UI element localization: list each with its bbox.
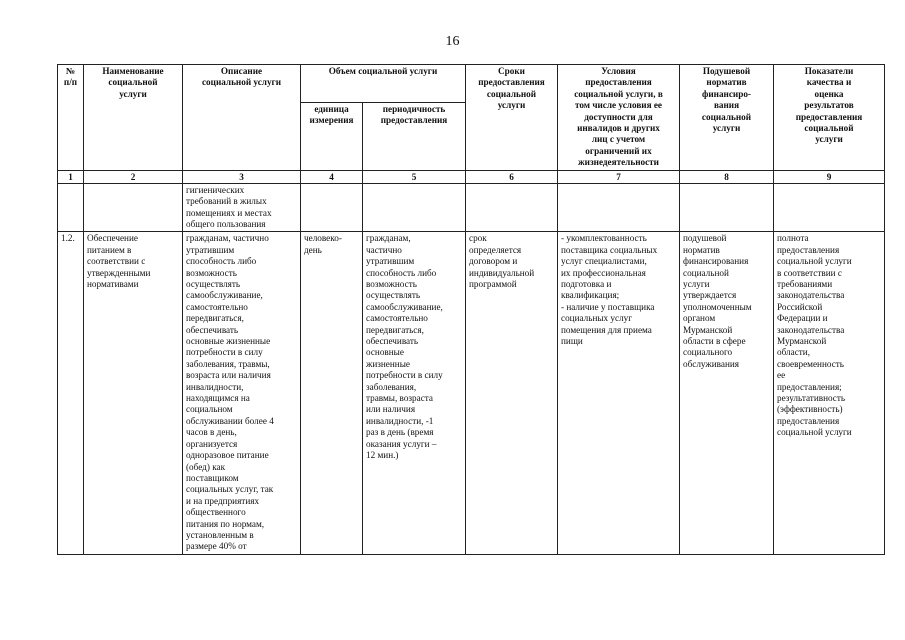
text-line: предоставления [795, 111, 863, 122]
header-terms [466, 65, 558, 171]
text-line: социальной услуги, в [574, 88, 663, 99]
text-line: поставщика социальных [561, 244, 658, 255]
text-line: возможность [366, 279, 417, 290]
text-line: в соответствии с [777, 267, 842, 278]
page-number: 16 [445, 34, 460, 49]
column-number: 6 [466, 170, 558, 183]
text-line: утверждается [683, 290, 737, 301]
text-line: основные [366, 347, 404, 358]
table-row-1-2 [58, 232, 885, 554]
text-line: самообслуживание, [366, 301, 443, 312]
text-line: инвалидности, -1 [366, 415, 434, 426]
text-line: Описание [220, 66, 263, 76]
column-number: 4 [301, 170, 363, 183]
text-line: квалификация; [561, 290, 620, 301]
text-line: передвигаться, [186, 313, 244, 324]
text-line: требований в жилых [186, 196, 267, 207]
header-funding-norm [680, 65, 774, 171]
text-line: и на предприятиях [186, 495, 260, 506]
text-line: индивидуальной [469, 267, 535, 278]
text-line: общественного [186, 507, 246, 518]
text-line: возраста или наличия [186, 370, 271, 381]
text-line: (обед) как [186, 461, 226, 472]
text-line: - наличие у поставщика [561, 301, 655, 312]
text-line: социальном [186, 404, 233, 415]
text-line: социальной [683, 267, 729, 278]
text-line: обеспечивать [366, 336, 419, 347]
table-row-continuation [58, 183, 885, 232]
text-line: жизненные [366, 358, 410, 369]
header-service-volume: Объем социальной услуги [301, 65, 466, 103]
cell-norm [680, 232, 774, 554]
column-number: 8 [680, 170, 774, 183]
text-line: ограничений их [585, 145, 652, 156]
text-line: социальных услуг, так [186, 484, 274, 495]
text-line: предоставления [380, 115, 448, 126]
text-line: доступности для [584, 111, 653, 122]
column-number: 9 [774, 170, 885, 183]
text-line: гигиенических [186, 184, 245, 195]
text-line: услуги [712, 123, 741, 134]
text-line: их профессиональная [561, 267, 646, 278]
text-line: жизнедеятельности [578, 157, 659, 168]
column-number-row [58, 170, 885, 183]
text-line: 12 мин.) [366, 450, 399, 461]
text-line: требованиями [777, 279, 833, 290]
text-line: Сроки [498, 66, 525, 76]
text-line: обеспечивать [186, 324, 239, 335]
text-line: договором и [469, 256, 518, 267]
text-line: предоставления [777, 415, 840, 426]
header-row-1 [58, 65, 885, 103]
text-line: предоставления [478, 77, 545, 88]
text-line: предоставления [777, 244, 840, 255]
text-line: подушевой [683, 233, 727, 244]
column-number: 7 [558, 170, 680, 183]
text-line: услуг специалистами, [561, 256, 647, 267]
text-line: питания по нормам, [186, 518, 265, 529]
text-line: гражданам, частично [186, 233, 269, 244]
header-unit [301, 102, 363, 170]
text-line: своевременность [777, 358, 844, 369]
text-line: установленным в [186, 529, 254, 540]
text-line: заболевания, травмы, [186, 358, 270, 369]
cell-number [58, 183, 84, 232]
text-line: ее [777, 370, 786, 381]
text-line: пищи [561, 336, 583, 347]
header-service-description [183, 65, 301, 171]
header-service-name [84, 65, 183, 171]
text-line: потребности в силу [366, 370, 443, 381]
text-line: измерения [309, 115, 354, 126]
text-line: или наличия [366, 404, 416, 415]
text-line: соответствии с [87, 256, 146, 267]
text-line: социальных услуг [561, 313, 633, 324]
text-line: социальной [108, 77, 158, 88]
text-line: области в сфере [683, 336, 746, 347]
text-line: одноразовое питание [186, 450, 269, 461]
text-line: социальной услуги [201, 77, 282, 88]
column-number: 1 [58, 170, 84, 183]
text-line: раз в день (время [366, 427, 434, 438]
cell-conditions [558, 232, 680, 554]
cell-terms [466, 183, 558, 232]
text-line: социальной [486, 88, 537, 99]
text-line: социального [683, 347, 733, 358]
text-line: общего пользования [186, 218, 266, 229]
text-line: Подушевой [702, 66, 751, 76]
text-line: социальной услуги [777, 256, 852, 267]
text-line: единица [314, 103, 349, 114]
text-line: осуществлять [366, 290, 421, 301]
column-number: 3 [183, 170, 301, 183]
text-line: услуги [119, 88, 147, 99]
cell-periodicity [363, 183, 466, 232]
cell-unit [301, 232, 363, 554]
text-line: законодательства [777, 290, 845, 301]
text-line: результатов [804, 100, 854, 111]
text-line: финансиро- [702, 88, 751, 99]
text-line: потребности в силу [186, 347, 263, 358]
text-line: часов в день, [186, 427, 237, 438]
text-line: травмы, возраста [366, 393, 434, 404]
text-line: услуги [815, 134, 843, 145]
text-line: возможность [186, 267, 237, 278]
header-quality-indicators [774, 65, 885, 171]
text-line: самостоятельно [366, 313, 428, 324]
text-line: срок [469, 233, 487, 244]
text-line: утвержденными [87, 267, 151, 278]
cell-terms [466, 232, 558, 554]
text-line: день [304, 244, 322, 255]
text-line: полнота [777, 233, 809, 244]
text-line: заболевания, [366, 381, 417, 392]
cell-description [183, 232, 301, 554]
text-line: результативность [777, 393, 846, 404]
cell-unit [301, 183, 363, 232]
header-number [58, 65, 84, 171]
text-line: находящимся на [186, 393, 250, 404]
cell-name [84, 232, 183, 554]
text-line: частично [366, 244, 402, 255]
text-line: способность либо [186, 256, 257, 267]
text-line: подготовка и [561, 279, 612, 290]
text-line: социальной услуги [777, 427, 852, 438]
text-line: законодательства [777, 324, 845, 335]
text-line: Обеспечение [87, 233, 138, 244]
text-line: определяется [469, 244, 522, 255]
header-conditions [558, 65, 680, 171]
text-line: органом [683, 313, 716, 324]
text-line: утратившим [186, 244, 235, 255]
column-number: 5 [363, 170, 466, 183]
text-line: утратившим [366, 256, 415, 267]
text-line: оказания услуги – [366, 438, 437, 449]
text-line: услуги [683, 279, 710, 290]
text-line: норматив [683, 244, 720, 255]
text-line: осуществлять [186, 279, 241, 290]
cell-name [84, 183, 183, 232]
text-line: самообслуживание, [186, 290, 263, 301]
cell-indicators [774, 232, 885, 554]
text-line: предоставления [585, 77, 652, 88]
text-line: Российской [777, 301, 823, 312]
text-line: - укомплектованность [561, 233, 647, 244]
header-periodicity [363, 102, 466, 170]
cell-description [183, 183, 301, 232]
text-line: № [65, 66, 76, 76]
text-line: периодичность [382, 103, 446, 114]
text-line: нормативами [87, 279, 139, 290]
text-line: инвалидности, [186, 381, 244, 392]
text-line: качества и [806, 77, 852, 88]
text-line: п/п [63, 77, 78, 88]
text-line: области, [777, 347, 811, 358]
cell-conditions [558, 183, 680, 232]
text-line: норматив [706, 77, 747, 88]
text-line: Федерации и [777, 313, 828, 324]
text-line: программой [469, 279, 517, 290]
text-line: социальной [804, 123, 854, 134]
cell-indicators [774, 183, 885, 232]
text-line: (эффективность) [777, 404, 843, 415]
text-line: предоставления; [777, 381, 842, 392]
text-line: вания [713, 100, 740, 111]
text-line: размере 40% от [186, 541, 247, 552]
text-line: Наименование [102, 66, 164, 76]
text-line: Мурманской [683, 324, 733, 335]
text-line: лиц с учетом [591, 134, 646, 145]
text-line: самостоятельно [186, 301, 248, 312]
text-line: том числе условия ее [574, 100, 663, 111]
cell-periodicity [363, 232, 466, 554]
text-line: Показатели [804, 66, 854, 76]
text-line: помещениях и местах [186, 207, 272, 218]
cell-number: 1.2. [58, 232, 84, 554]
text-line: услуги [497, 100, 526, 111]
text-line: обслуживании более 4 [186, 415, 274, 426]
text-line: питанием в [87, 244, 132, 255]
text-line: оценка [814, 88, 844, 99]
text-line: Мурманской [777, 336, 827, 347]
cell-norm [680, 183, 774, 232]
text-line: уполномоченным [683, 301, 752, 312]
text-line: поставщиком [186, 472, 239, 483]
text-line: инвалидов и других [577, 123, 660, 134]
text-line: помещения для приема [561, 324, 652, 335]
column-number: 2 [84, 170, 183, 183]
text-line: организуется [186, 438, 238, 449]
text-line: социальной [701, 111, 752, 122]
text-line: человеко- [304, 233, 342, 244]
text-line: гражданам, [366, 233, 411, 244]
text-line: передвигаться, [366, 324, 424, 335]
text-line: способность либо [366, 267, 437, 278]
social-services-table [57, 64, 885, 555]
text-line: основные жизненные [186, 336, 271, 347]
text-line: финансирования [683, 256, 749, 267]
text-line: Условия [601, 66, 636, 76]
text-line: обслуживания [683, 358, 740, 369]
